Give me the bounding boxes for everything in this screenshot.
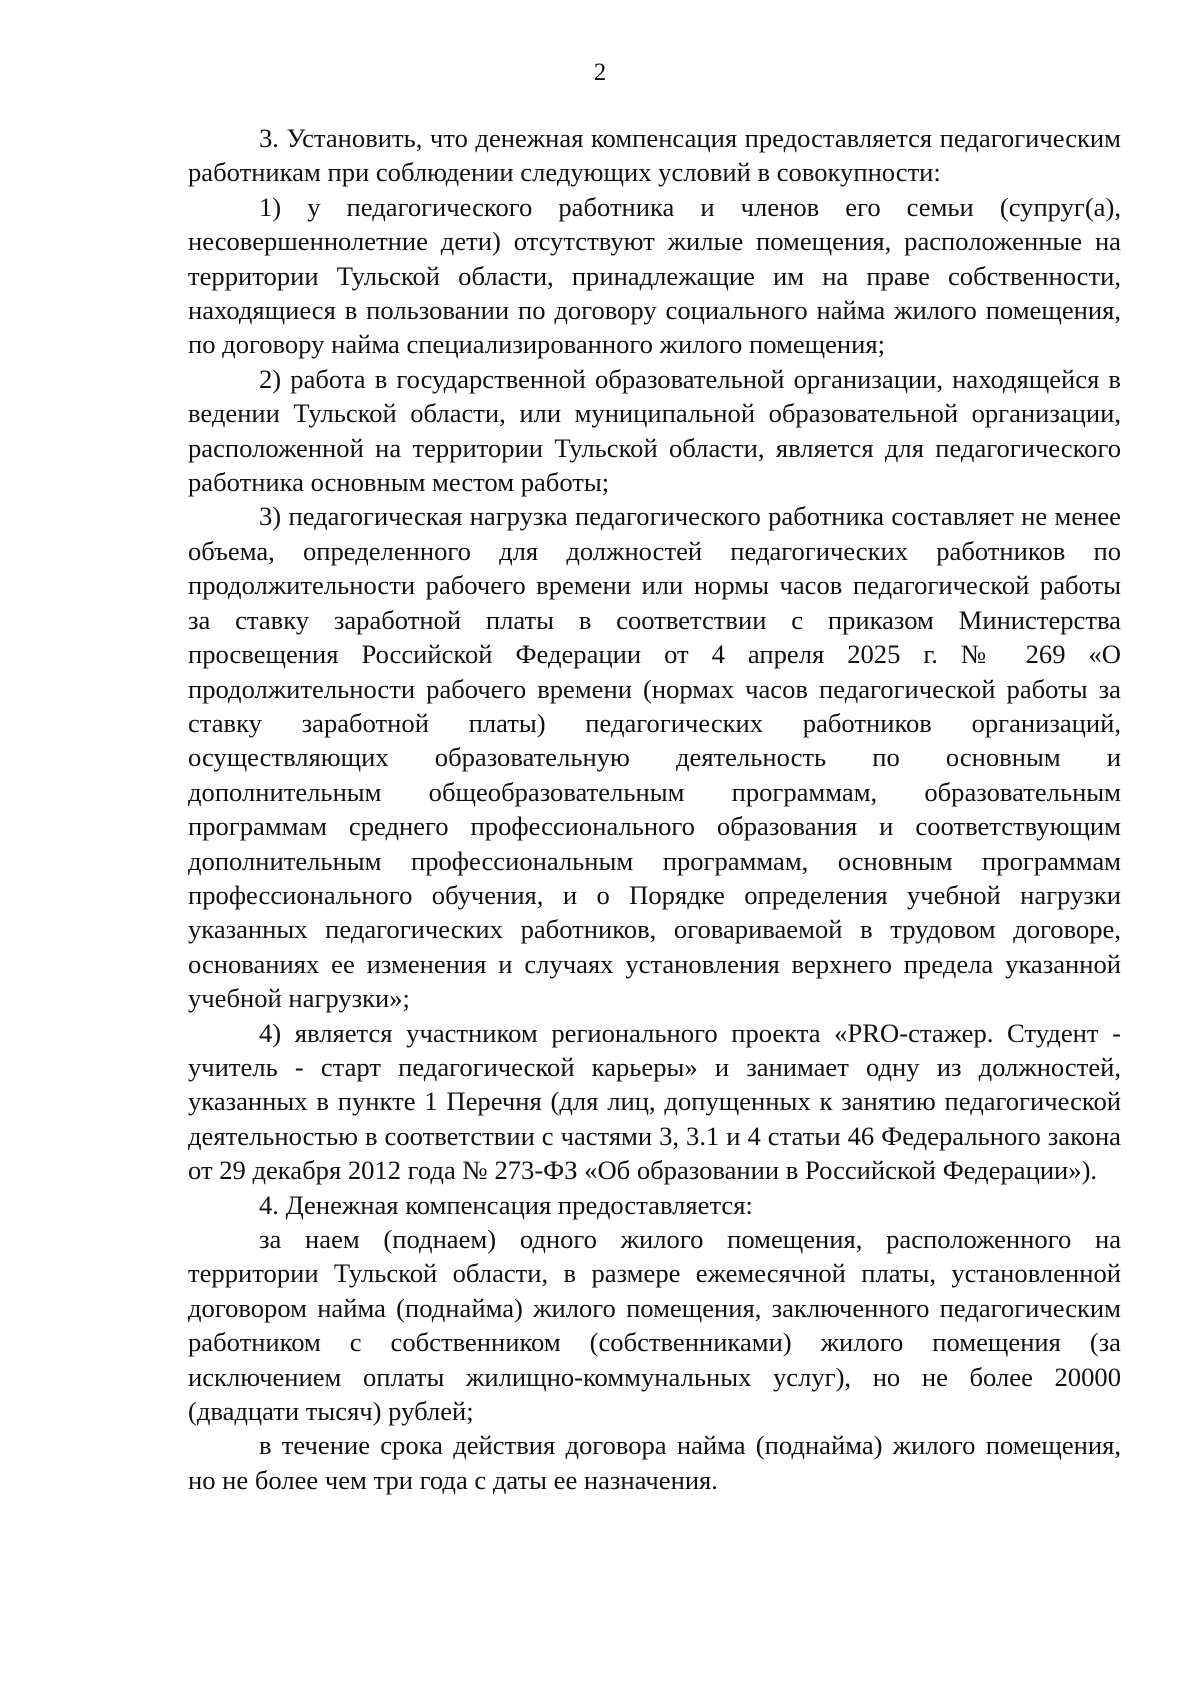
paragraph-condition-2: 2) работа в государственной образовательной организации, находящейся в ведении Тульской области, или муниципальной образовательной организации, расположенной на территории Тульской области, является для педагогического работника основным местом работы; [188, 363, 1121, 498]
paragraph-condition-3: 3) педагогическая нагрузка педагогического работника составляет не менее объема, определенного для должностей педагогических работников по продолжительности рабочего времени или нормы часов педагогической работы за ставку заработной платы в соответствии с приказом Министерства просвещения Российской Федерации от 4 апреля 2025 г. № 269 «О продолжительности рабочего времени (нормах часов педагогической работы за ставку заработной платы) педагогических работников организаций, осуществляющих образовательную деятельность по основным и дополнительным общеобразовательным программам, образовательным программам среднего профессионального образования и соответствующим дополнительным профессиональным программам, основным программам профессионального обучения, и о Порядке определения учебной нагрузки указанных педагогических работников, оговариваемой в трудовом договоре, основаниях ее изменения и случаях установления верхнего предела указанной учебной нагрузки»; [188, 501, 1121, 1014]
paragraph-compensation-term: в течение срока действия договора найма (поднайма) жилого помещения, но не более чем три года с даты ее назначения. [188, 1430, 1121, 1495]
paragraph-condition-1: 1) у педагогического работника и членов его семьи (супруг(а), несовершеннолетние дети) отсутствуют жилые помещения, расположенные на территории Тульской области, принадлежащие им на праве собственности, находящиеся в пользовании по договору социального найма жилого помещения, по договору найма специализированного жилого помещения; [188, 191, 1121, 360]
paragraph-item-4: 4. Денежная компенсация предоставляется: [259, 1189, 753, 1220]
paragraph-condition-4: 4) является участником регионального проекта «PRO-стажер. Студент - учитель - старт педагогической карьеры» и занимает одну из должностей, указанных в пункте 1 Перечня (для лиц, допущенных к занятию педагогической деятельностью в соответствии с частями 3, 3.1 и 4 статьи 46 Федерального закона от 29 декабря 2012 года № 273-ФЗ «Об образовании в Российской Федерации»). [188, 1017, 1121, 1186]
page-number: 2 [593, 59, 607, 86]
document-body [188, 121, 1121, 1497]
paragraph-item-3: 3. Установить, что денежная компенсация предоставляется педагогическим работникам при соблюдении следующих условий в совокупности: [188, 123, 1121, 188]
paragraph-compensation-amount: за наем (поднаем) одного жилого помещения, расположенного на территории Тульской области, в размере ежемесячной платы, установленной договором найма (поднайма) жилого помещения, заключенного педагогическим работником с собственником (собственниками) жилого помещения (за исключением оплаты жилищно-коммунальных услуг), но не более 20000 (двадцати тысяч) рублей; [188, 1224, 1121, 1427]
